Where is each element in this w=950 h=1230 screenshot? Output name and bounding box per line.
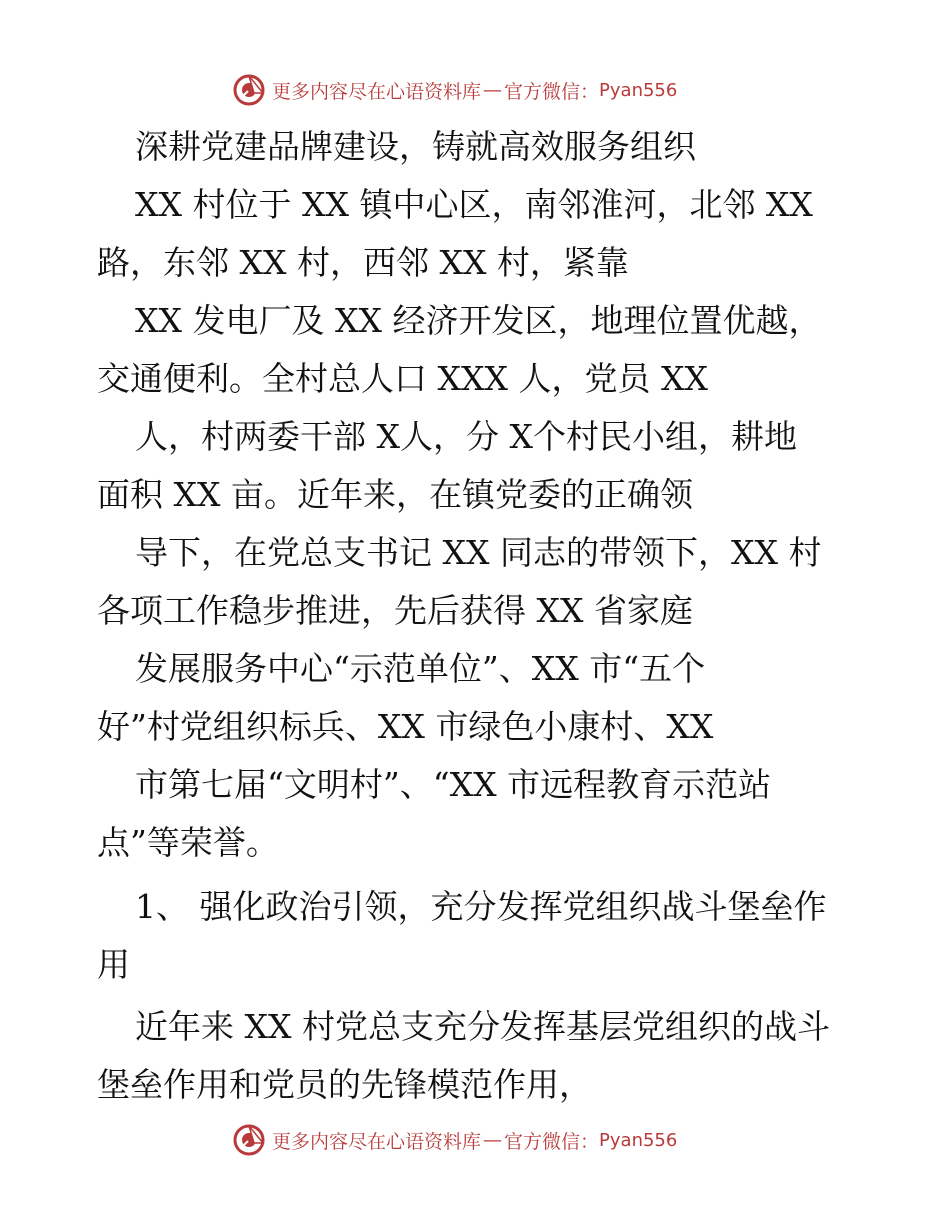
banner-official-label: 官方微信： [504,80,600,103]
text-line: 面积 XX 亩。近年来，在镇党委的正确领 [97,475,693,514]
brand-logo-icon [232,73,266,107]
text-line: 各项工作稳步推进，先后获得 XX 省家庭 [97,591,693,630]
banner-wechat-id: Pyan556 [599,1129,678,1151]
header-banner [232,70,752,110]
text-line: 导下，在党总支书记 XX 同志的带领下，XX 村 [135,533,822,572]
text-line: XX 村位于 XX 镇中心区，南邻淮河，北邻 XX [135,185,813,224]
text-line: 好”村党组织标兵、XX 市绿色小康村、XX [97,707,714,746]
banner-official-label: 官方微信： [504,1130,600,1153]
banner-wechat-id: Pyan556 [599,79,678,101]
text-line: XX 发电厂及 XX 经济开发区，地理位置优越， [135,301,822,340]
text-line: 堡垒作用和党员的先锋模范作用， [97,1065,592,1104]
text-line: 路，东邻 XX 村，西邻 XX 村，紧靠 [97,243,629,282]
text-line: 人，村两委干部 X人，分 X个村民小组，耕地 [135,417,797,456]
banner-separator: — [483,1129,503,1151]
brand-logo-icon [232,1123,266,1157]
text-line: 市第七届“文明村”、“XX 市远程教育示范站 [135,765,772,804]
text-line: 近年来 XX 村党总支充分发挥基层党组织的战斗 [135,1007,830,1046]
section-heading-continued: 用 [97,945,130,984]
banner-text: 更多内容尽在心语资料库 [272,1130,482,1153]
text-line: 交通便利。全村总人口 XXX 人，党员 XX [97,359,708,398]
banner-text: 更多内容尽在心语资料库 [272,80,482,103]
banner-separator: — [483,79,503,101]
section-heading: 1、 强化政治引领，充分发挥党组织战斗堡垒作 [135,887,827,926]
footer-banner [232,1120,752,1160]
text-line: 点”等荣誉。 [97,823,279,862]
text-line: 发展服务中心“示范单位”、XX 市“五个 [135,649,706,688]
document-title: 深耕党建品牌建设，铸就高效服务组织 [135,127,696,166]
